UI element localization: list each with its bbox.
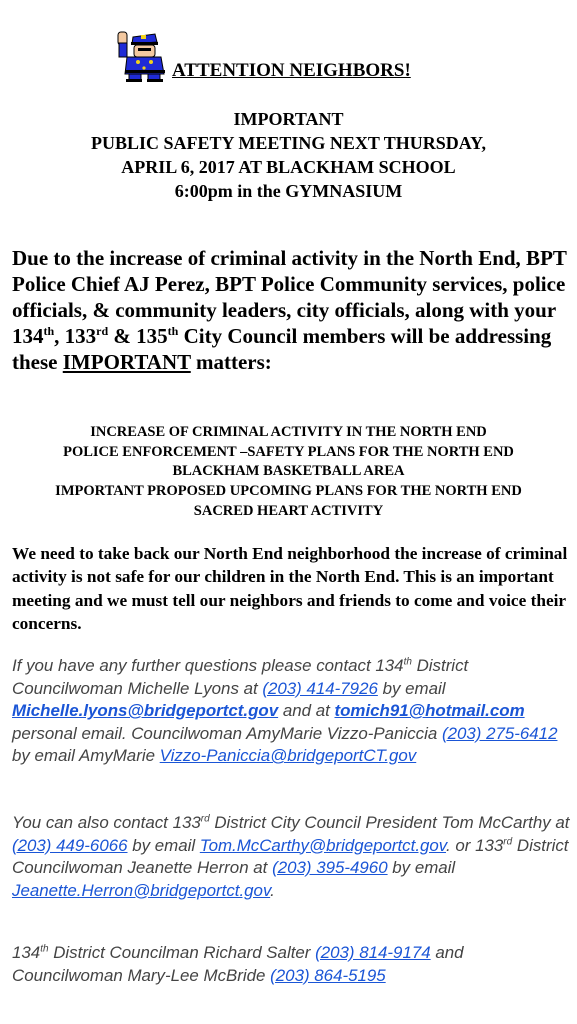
agenda-topic: SACRED HEART ACTIVITY	[193, 502, 384, 519]
ordinal-suffix: rd	[503, 835, 513, 847]
phone-link-lyons[interactable]: (203) 414-7926	[262, 678, 378, 698]
phone-link-mcbride[interactable]: (203) 864-5195	[270, 965, 386, 985]
intro-text: City Council members will be addressing these	[12, 324, 552, 374]
phone-link-herron[interactable]: (203) 395-4960	[272, 858, 388, 877]
closing-paragraph: We need to take back our North End neighborhood the increase of criminal activity is not safe for our children in the North End. This is an important meeting and we must tell our neighbors and friends to come and voice their concerns.	[12, 544, 568, 634]
contact-text: .	[270, 880, 275, 900]
email-link-personal[interactable]: tomich91@hotmail.com	[334, 701, 525, 720]
meeting-line-date-location: APRIL 6, 2017 AT BLACKHAM SCHOOL	[121, 157, 456, 177]
contact-text: by email	[377, 678, 446, 698]
contact-text: . or 133	[446, 835, 504, 855]
contact-text: 134	[12, 943, 41, 962]
contact-text: and at	[278, 701, 335, 720]
meeting-line-title: PUBLIC SAFETY MEETING NEXT THURSDAY,	[91, 133, 486, 153]
agenda-topic: POLICE ENFORCEMENT –SAFETY PLANS FOR THE NORTH END	[63, 443, 514, 460]
meeting-announcement	[0, 107, 577, 203]
police-officer-stop-icon	[115, 28, 173, 82]
contact-text: and Councilwoman Mary-Lee McBride	[12, 943, 464, 985]
phone-link-mccarthy[interactable]: (203) 449-6066	[12, 835, 128, 855]
page-title: ATTENTION NEIGHBORS!	[172, 60, 411, 81]
contact-text: If you have any further questions please contact 134	[12, 656, 404, 675]
contact-text: by email AmyMarie	[12, 746, 160, 765]
contact-text: District City Council President Tom McCarthy at	[209, 813, 570, 832]
intro-paragraph	[12, 245, 572, 375]
contact-text: You can also contact 133	[12, 813, 201, 832]
contact-paragraph-salter-mcbride	[12, 942, 572, 987]
header	[0, 28, 577, 84]
contact-text: District Councilwoman Michelle Lyons at	[12, 656, 469, 698]
contact-text: District Councilwoman Jeanette Herron at	[12, 835, 569, 877]
agenda-topic: BLACKHAM BASKETBALL AREA	[172, 463, 405, 480]
email-link-lyons[interactable]: Michelle.lyons@bridgeportct.gov	[12, 701, 279, 720]
agenda-topics	[0, 423, 577, 522]
meeting-line-important: IMPORTANT	[233, 109, 344, 129]
intro-text: Due to the increase of criminal activity in the North End, BPT Police Chief AJ Perez, BPT Police Community services, police officials, & community leaders, city officials, along with your 134	[12, 246, 567, 348]
ordinal-suffix: th	[167, 324, 179, 338]
contact-text: personal email. Councilwoman AmyMarie Vizzo-Paniccia	[12, 723, 442, 743]
intro-text: , 133	[54, 324, 97, 348]
email-link-vizzo-paniccia[interactable]: Vizzo-Paniccia@bridgeportCT.gov	[159, 746, 417, 765]
ordinal-suffix: th	[403, 656, 412, 668]
ordinal-suffix: rd	[200, 813, 210, 825]
contact-paragraph-133rd	[12, 812, 572, 902]
meeting-line-time: 6:00pm in the GYMNASIUM	[174, 181, 403, 201]
phone-link-salter[interactable]: (203) 814-9174	[315, 943, 431, 962]
ordinal-suffix: rd	[96, 324, 109, 338]
contact-text: District Councilman Richard Salter	[48, 943, 316, 962]
intro-text: & 135	[108, 324, 168, 348]
contact-paragraph-134th	[12, 655, 572, 768]
ordinal-suffix: th	[40, 943, 49, 955]
agenda-topic: INCREASE OF CRIMINAL ACTIVITY IN THE NORTH END	[90, 424, 487, 440]
contact-text: by email	[387, 858, 456, 877]
intro-emphasis: IMPORTANT	[62, 350, 191, 374]
intro-text: matters:	[190, 350, 272, 374]
contact-text: by email	[127, 835, 200, 855]
agenda-topic: IMPORTANT PROPOSED UPCOMING PLANS FOR THE NORTH END	[55, 483, 522, 500]
ordinal-suffix: th	[43, 324, 55, 338]
email-link-mccarthy[interactable]: Tom.McCarthy@bridgeportct.gov	[199, 835, 446, 855]
email-link-herron[interactable]: Jeanette.Herron@bridgeportct.gov	[12, 880, 271, 900]
phone-link-vizzo-paniccia[interactable]: (203) 275-6412	[441, 723, 558, 743]
